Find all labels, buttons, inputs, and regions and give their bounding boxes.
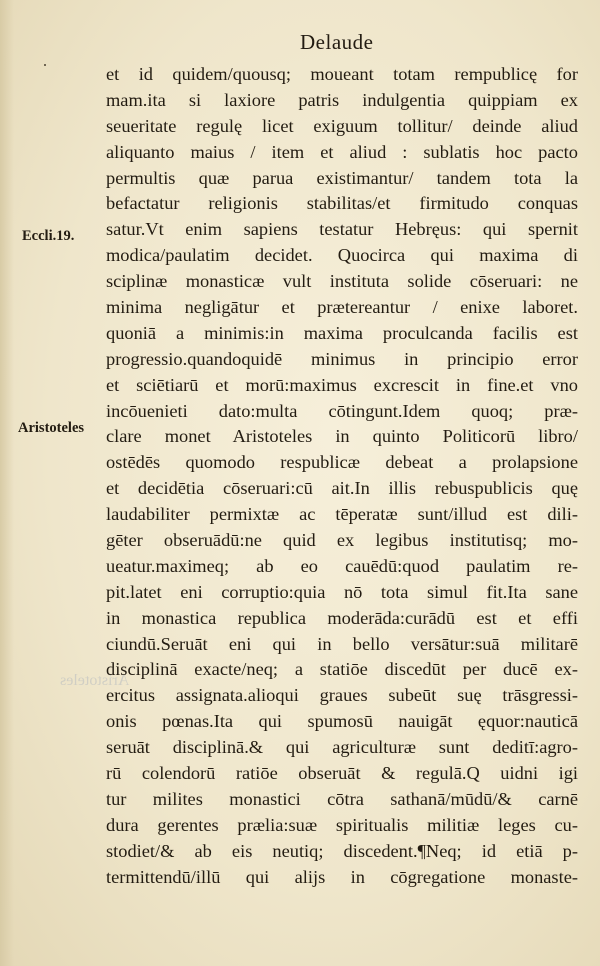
ink-speck xyxy=(44,64,46,66)
text-line: in monastica republica moderāda:curādū est et effi xyxy=(106,607,578,628)
text-line: seruāt disciplinā.& qui agriculturæ sunt deditī:agro- xyxy=(106,737,578,758)
text-line: laudabiliter permixtæ ac tēperatæ sunt/illud est dili- xyxy=(106,504,578,525)
text-line: gēter obseruādū:ne quid ex legibus institutisq; mo- xyxy=(106,530,578,551)
running-head: Delaude xyxy=(300,30,374,54)
body-text xyxy=(106,62,578,891)
text-line: aliquanto maius / item et aliud : sublatis hoc pacto xyxy=(106,141,578,162)
text-line: termittendū/illū qui alijs in cōgregatione monaste- xyxy=(106,866,578,887)
marginal-note-ecclesiasticus: Eccli.19. xyxy=(22,228,75,244)
text-line: minima negligātur et prætereantur / enixe laboret. xyxy=(106,297,578,318)
text-line: permultis quæ parua existimantur/ tandem tota la xyxy=(106,167,578,188)
text-line: modica/paulatim decidet. Quocirca qui maxima di xyxy=(106,245,578,266)
text-line: progressio.quandoquidē minimus in principio error xyxy=(106,348,578,369)
text-line: clare monet Aristoteles in quinto Politicorū libro/ xyxy=(106,426,578,447)
text-line: satur.Vt enim sapiens testatur Hebręus: qui spernit xyxy=(106,219,578,240)
text-line: mam.ita si laxiore patris indulgentia quippiam ex xyxy=(106,89,578,110)
text-line: seueritate regulę licet exiguum tollitur/ deinde aliud xyxy=(106,115,578,136)
text-line: ostēdēs quomodo respublicæ debeat a prolapsione xyxy=(106,452,578,473)
text-line: befactatur religionis stabilitas/et firmitudo conquas xyxy=(106,193,578,214)
text-line: et sciētiarū et morū:maximus excrescit in fine.et vno xyxy=(106,374,578,395)
text-line: tur milites monastici cōtra sathanā/mūdū/& carnē xyxy=(106,788,578,809)
text-line: ueatur.maximeq; ab eo cauēdū:quod paulatim re- xyxy=(106,555,578,576)
text-line: ciundū.Seruāt eni qui in bello versātur:suā militarē xyxy=(106,633,578,654)
text-line: stodiet/& ab eis neutiq; discedent.¶Neq; id etiā p- xyxy=(106,840,578,861)
text-line: onis pœnas.Ita qui spumosū nauigāt ęquor:nauticā xyxy=(106,711,578,732)
text-line: et decidētia cōseruari:cū ait.In illis rebuspublicis quę xyxy=(106,478,578,499)
text-line: rū colendorū ratiōe obseruāt & regulā.Q uidni igi xyxy=(106,763,578,784)
text-line: disciplinā exacte/neq; a statiōe discedūt per ducē ex- xyxy=(106,659,578,680)
text-line: sciplinæ monasticæ vult instituta solide cōseruari: ne xyxy=(106,271,578,292)
marginal-note-aristoteles: Aristoteles xyxy=(18,420,85,436)
text-line: ercitus assignata.alioqui graues subeūt suę trāsgressi- xyxy=(106,685,578,706)
text-line: pit.latet eni corruptio:quia nō tota simul fit.Ita sane xyxy=(106,581,578,602)
show-through-text: Aristoteles xyxy=(60,672,130,689)
text-line: quoniā a minimis:in maxima proculcanda facilis est xyxy=(106,322,578,343)
text-line: et id quidem/quousq; moueant totam rempublicę for xyxy=(106,64,578,84)
text-line: incōuenieti dato:multa cōtingunt.Idem quoq; præ- xyxy=(106,400,578,421)
text-line: dura gerentes prælia:suæ spiritualis militiæ leges cu- xyxy=(106,814,578,835)
